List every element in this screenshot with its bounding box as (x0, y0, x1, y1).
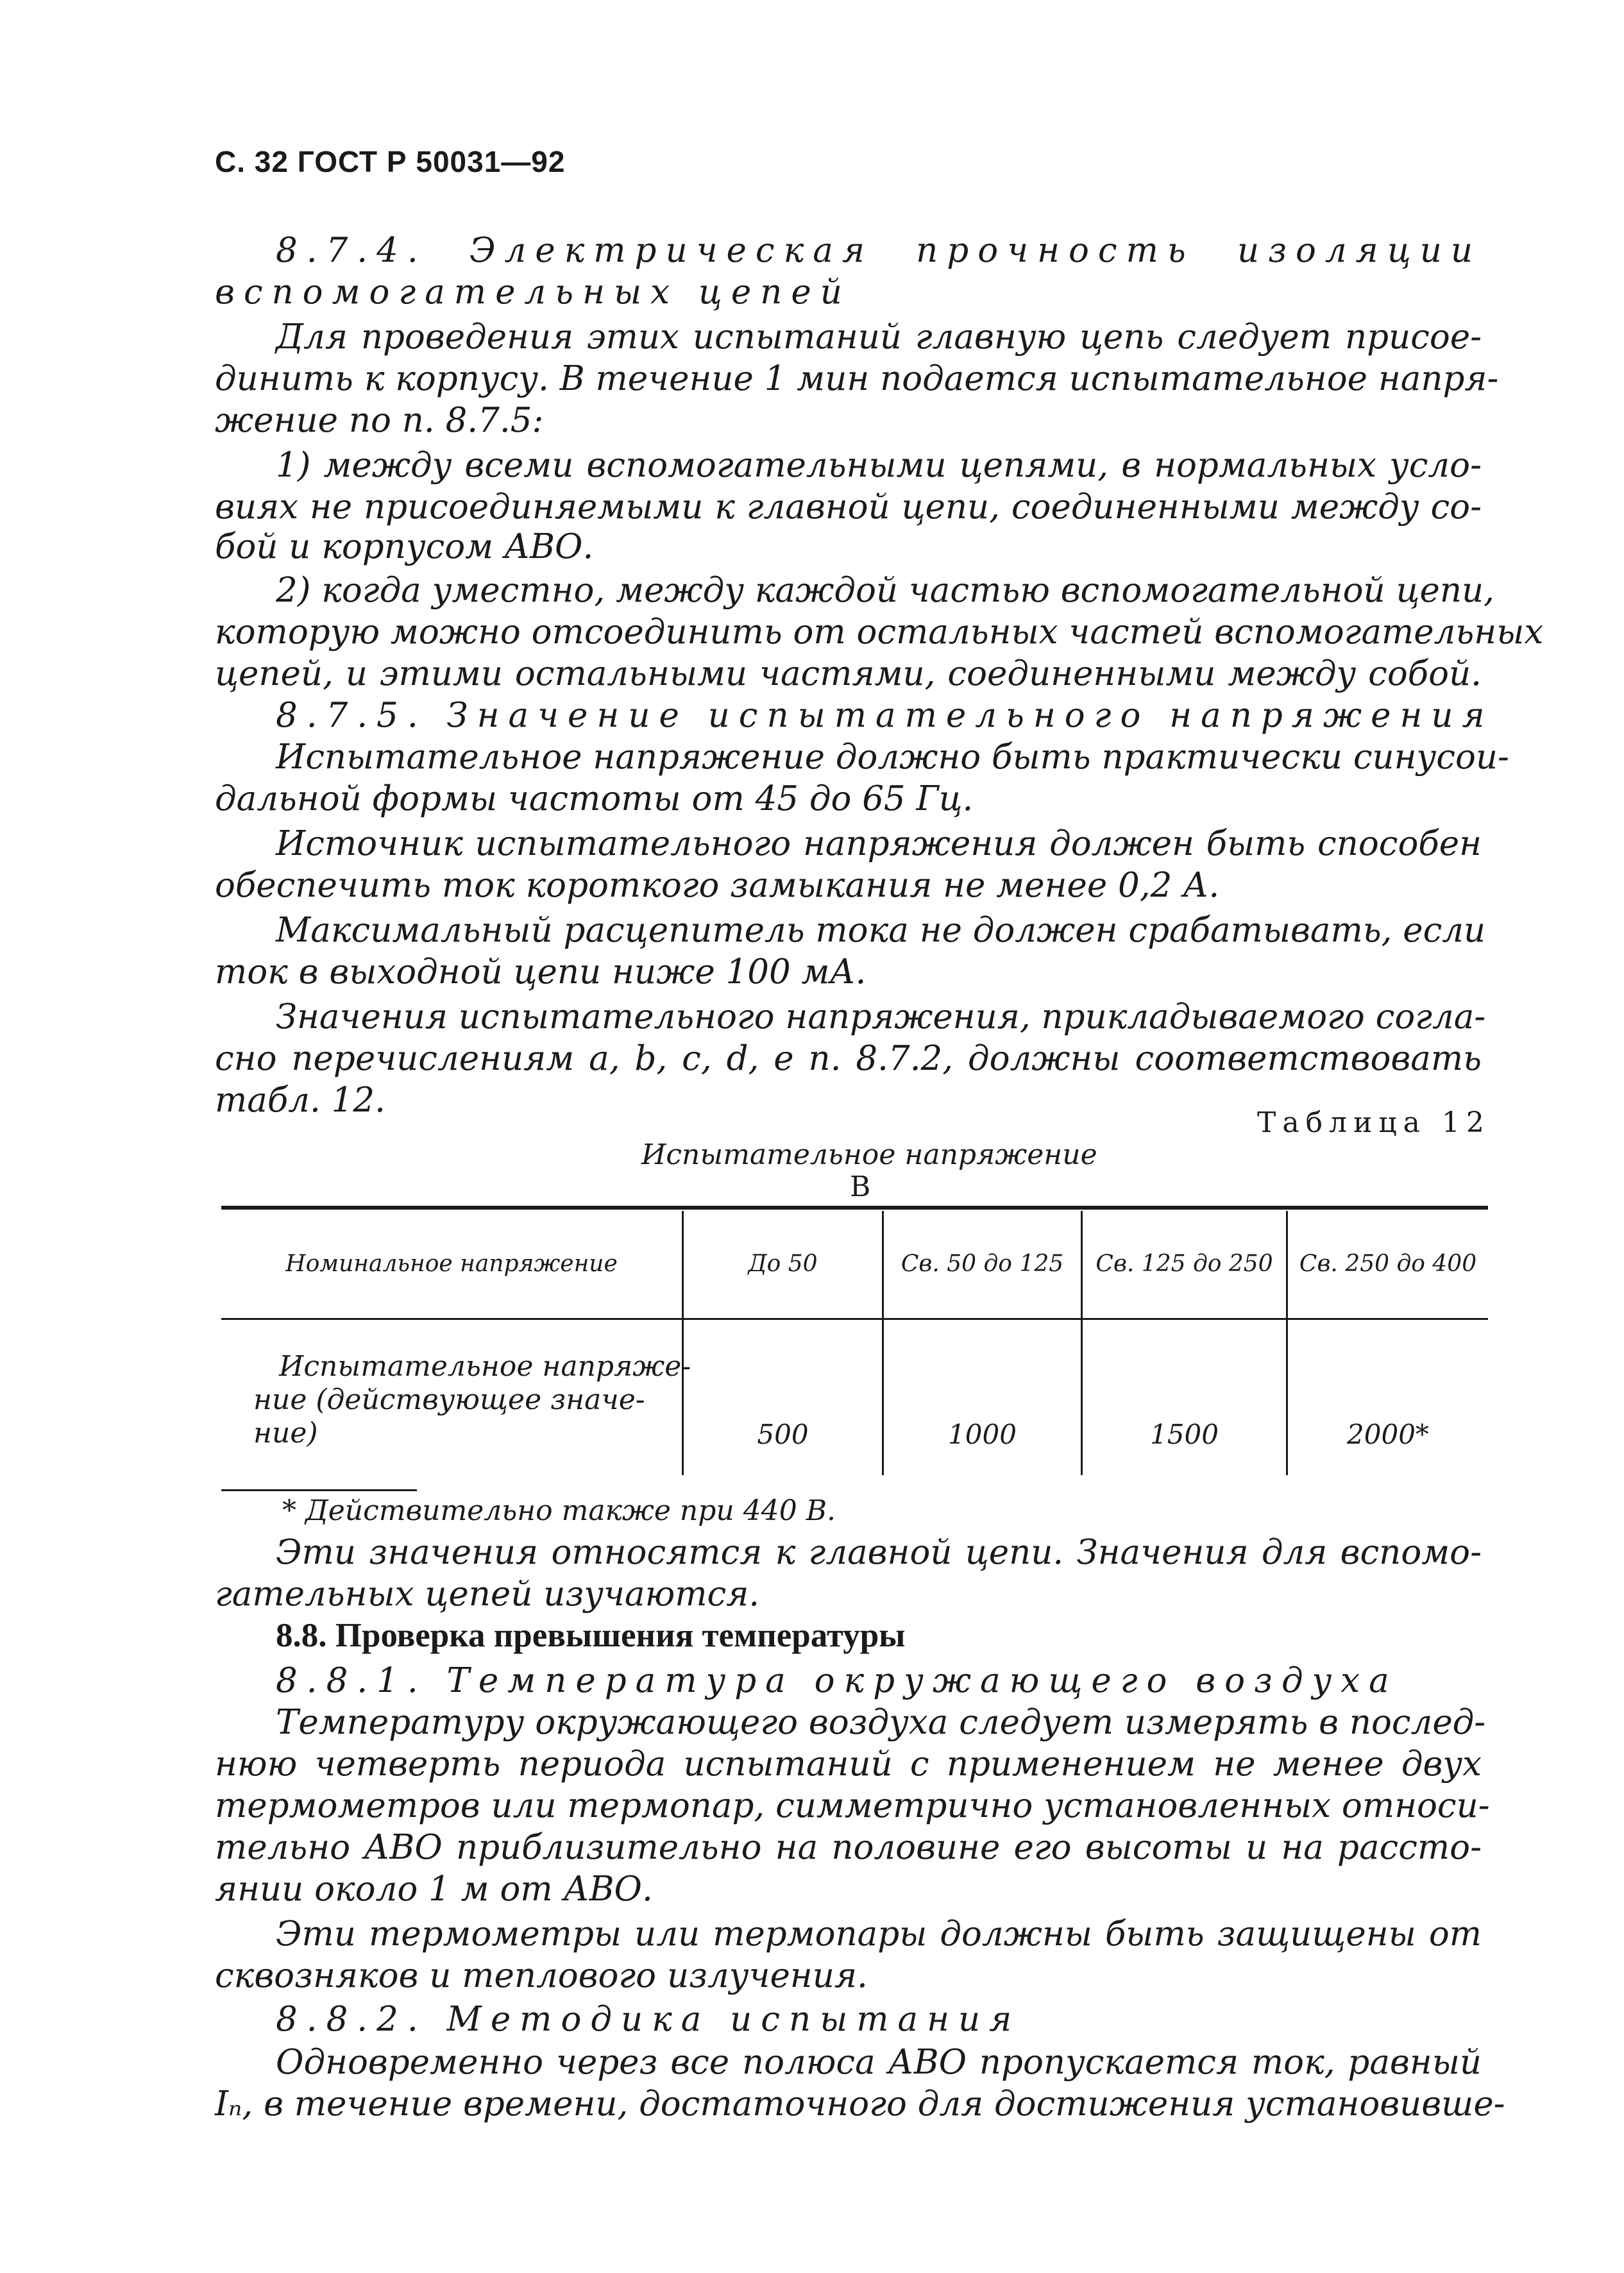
text-line: сквозняков и теплового излучения. (215, 1956, 868, 1995)
row-label-line: Испытательное напряже- (279, 1350, 691, 1383)
text-line: Эти термометры или термопары должны быть защищены от (276, 1914, 1482, 1954)
table-cell-value: 2000* (1347, 1419, 1429, 1450)
table-header-cell: До 50 (748, 1251, 818, 1277)
footnote-rule (221, 1489, 417, 1491)
text-line: термометров или термопар, симметрично установленных относи- (215, 1786, 1490, 1825)
table-cell-value: 500 (757, 1419, 809, 1450)
table-header-cell: Номинальное напряжение (285, 1251, 618, 1277)
text-line: дальной формы частоты от 45 до 65 Гц. (215, 779, 974, 818)
section-881-title: 8.8.1. Температура окружающего воздуха (276, 1661, 1398, 1700)
text-line: Эти значения относятся к главной цепи. Значения для вспомо- (276, 1533, 1482, 1572)
row-label-line: ние) (253, 1417, 318, 1449)
text-line: табл. 12. (215, 1081, 385, 1120)
text-line: Максимальный расцепитель тока не должен срабатывать, если (276, 911, 1486, 950)
table-header-cell: Св. 125 до 250 (1095, 1251, 1273, 1277)
text-line: Iₙ, в течение времени, достаточного для достижения установивше- (215, 2084, 1505, 2124)
text-line: которую можно отсоединить от остальных частей вспомогательных (215, 613, 1544, 652)
test-voltage-table (221, 1206, 1488, 1478)
table-header-cell: Св. 50 до 125 (901, 1251, 1064, 1277)
text-line: обеспечить ток короткого замыкания не менее 0,2 А. (215, 866, 1220, 905)
text-line: нюю четверть периода испытаний с применением не менее двух (215, 1745, 1482, 1784)
text-line: Одновременно через все полюса АВО пропускается ток, равный (276, 2043, 1482, 2082)
section-88-title: 8.8. Проверка превышения температуры (276, 1617, 906, 1654)
page-header: С. 32 ГОСТ Р 50031—92 (215, 145, 566, 178)
section-882-title: 8.8.2. Методика испытания (276, 2000, 1021, 2039)
text-line: Для проведения этих испытаний главную цепь следует присое- (276, 317, 1482, 357)
text-line: гательных цепей изучаются. (215, 1575, 760, 1614)
text-line: виях не присоединяемыми к главной цепи, соединенными между со- (215, 487, 1482, 527)
table-caption: Испытательное напряжение (641, 1138, 1097, 1171)
text-line: Источник испытательного напряжения должен быть способен (276, 824, 1482, 863)
text-line: тельно АВО приблизительно на половине его высоты и на рассто- (215, 1828, 1482, 1867)
table-header-rule (221, 1318, 1488, 1320)
table-unit: В (850, 1170, 871, 1203)
table-footnote: * Действительно также при 440 В. (282, 1494, 836, 1527)
text-line: Температуру окружающего воздуха следует измерять в послед- (276, 1703, 1486, 1742)
table-cell-value: 1000 (948, 1419, 1017, 1450)
text-line: ток в выходной цепи ниже 100 мА. (215, 952, 867, 992)
text-line: сно перечислениям а, b, с, d, е п. 8.7.2, должны соответствовать (215, 1039, 1482, 1078)
table-cell-value: 1500 (1150, 1419, 1219, 1450)
text-line: Испытательное напряжение должно быть практически синусои- (276, 738, 1509, 777)
text-line: бой и корпусом АВО. (215, 527, 594, 566)
table-top-rule (221, 1206, 1488, 1210)
table-label: Таблица 12 (1257, 1106, 1491, 1139)
text-line: динить к корпусу. В течение 1 мин подается испытательное напря- (215, 359, 1499, 398)
text-line: 2) когда уместно, между каждой частью вспомогательной цепи, (276, 571, 1495, 610)
row-label-line: ние (действующее значе- (253, 1383, 645, 1416)
section-874-title-cont: вспомогательных цепей (215, 273, 851, 312)
text-line: цепей, и этими остальными частями, соединенными между собой. (215, 654, 1482, 693)
text-line: 1) между всеми вспомогательными цепями, в нормальных усло- (276, 446, 1482, 485)
text-line: жение по п. 8.7.5: (215, 401, 544, 440)
section-875-title: 8.7.5. Значение испытательного напряжения (276, 696, 1494, 735)
table-header-cell: Св. 250 до 400 (1299, 1251, 1477, 1277)
section-874-title: 8.7.4. Электрическая прочность изоляции (276, 231, 1482, 270)
text-line: Значения испытательного напряжения, прикладываемого согла- (276, 997, 1486, 1036)
text-line: янии около 1 м от АВО. (215, 1870, 653, 1909)
